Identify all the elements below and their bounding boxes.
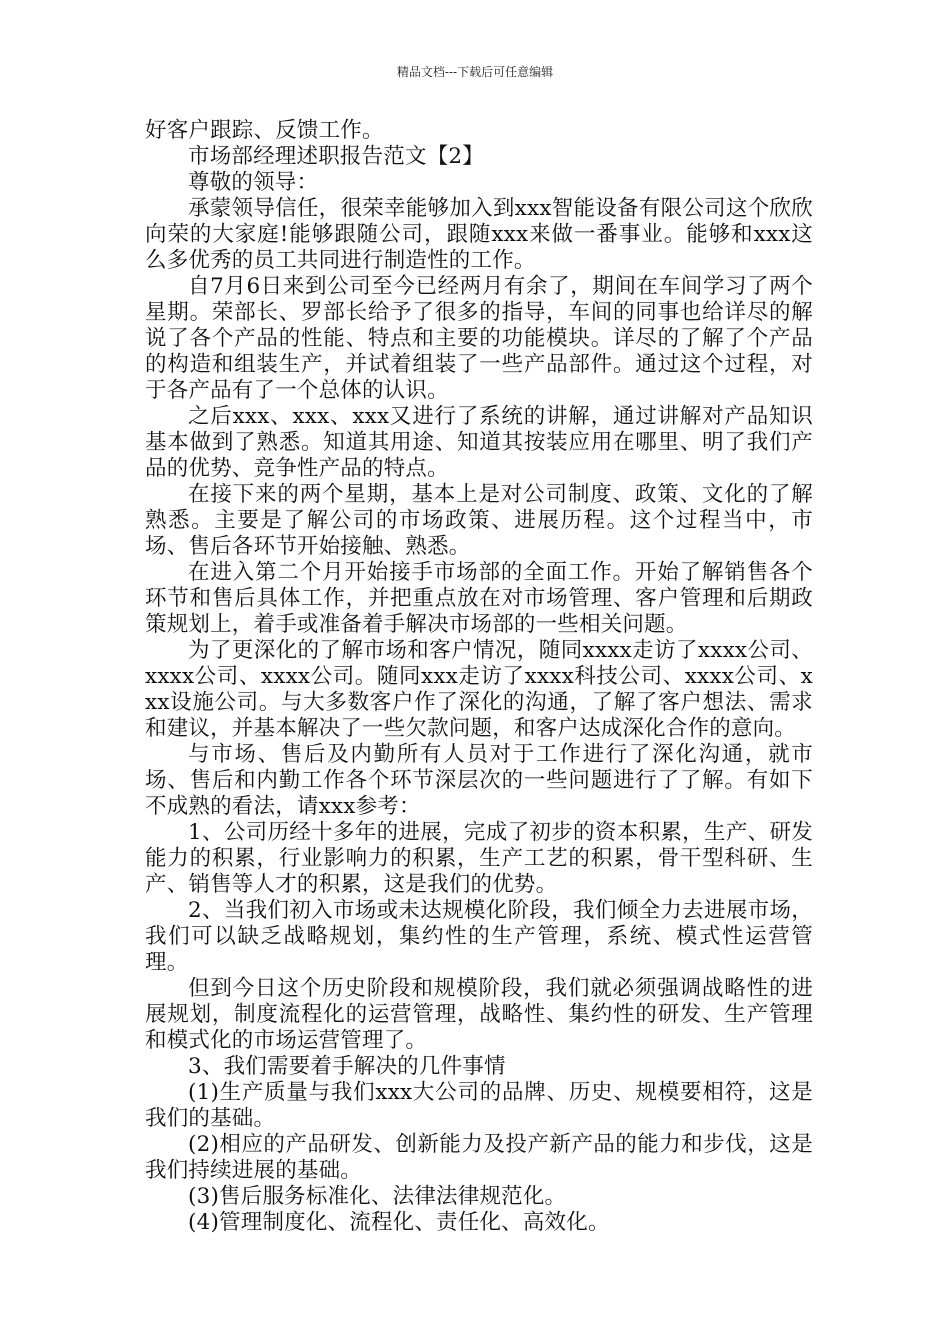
paragraph: 为了更深化的了解市场和客户情况，随同xxxx走访了xxxx公司、xxxx公司、xxxx公司。随同xxx走访了xxxx科技公司、xxxx公司、xxx设施公司。与大多数客户作了深化的沟通，了解了客户想法、需求和建议，并基本解决了一些欠款问题，和客户达成深化合作的意向。 [145,638,813,741]
paragraph: 好客户跟踪、反馈工作。 [145,118,384,143]
paragraph: 在接下来的两个星期，基本上是对公司制度、政策、文化的了解熟悉。主要是了解公司的市场政策、进展历程。这个过程当中，市场、售后各环节开始接触、熟悉。 [145,482,813,559]
section-title: 市场部经理述职报告范文【2】 [188,144,484,169]
paragraph: 承蒙领导信任，很荣幸能够加入到xxx智能设备有限公司这个欣欣向荣的大家庭!能够跟随公司，跟随xxx来做一番事业。能够和xxx这么多优秀的员工共同进行制造性的工作。 [145,196,813,273]
sub-list-item: (4)管理制度化、流程化、责任化、高效化。 [188,1210,610,1235]
list-item: 1、公司历经十多年的进展，完成了初步的资本积累，生产、研发能力的积累，行业影响力的积累，生产工艺的积累，骨干型科研、生产、销售等人才的积累，这是我们的优势。 [145,820,813,897]
paragraph: 但到今日这个历史阶段和规模阶段，我们就必须强调战略性的进展规划，制度流程化的运营管理，战略性、集约性的研发、生产管理和模式化的市场运营管理了。 [145,976,813,1053]
sub-list-item: (2)相应的产品研发、创新能力及投产新产品的能力和步伐，这是我们持续进展的基础。 [145,1132,813,1183]
salutation: 尊敬的领导： [188,170,319,195]
document-body [145,118,813,1236]
paragraph: 自7月6日来到公司至今已经两月有余了，期间在车间学习了两个星期。荣部长、罗部长给予了很多的指导，车间的同事也给详尽的解说了各个产品的性能、特点和主要的功能模块。详尽的了解了个产品的构造和组装生产，并试着组装了一些产品部件。通过这个过程，对于各产品有了一个总体的认识。 [145,274,813,403]
paragraph: 在进入第二个月开始接手市场部的全面工作。开始了解销售各个环节和售后具体工作，并把重点放在对市场管理、客户管理和后期政策规划上，着手或准备着手解决市场部的一些相关问题。 [145,560,813,637]
list-item: 3、我们需要着手解决的几件事情 [188,1054,506,1079]
page-header: 精品文档---下载后可任意编辑 [396,65,554,79]
paragraph: 与市场、售后及内勤所有人员对于工作进行了深化沟通，就市场、售后和内勤工作各个环节深层次的一些问题进行了了解。有如下不成熟的看法，请xxx参考： [145,742,813,819]
paragraph: 之后xxx、xxx、xxx又进行了系统的讲解，通过讲解对产品知识基本做到了熟悉。知道其用途、知道其按装应用在哪里、明了我们产品的优势、竞争性产品的特点。 [145,404,813,481]
list-item: 2、当我们初入市场或未达规模化阶段，我们倾全力去进展市场，我们可以缺乏战略规划，集约性的生产管理，系统、模式性运营管理。 [145,898,813,975]
sub-list-item: (1)生产质量与我们xxx大公司的品牌、历史、规模要相符，这是我们的基础。 [145,1080,813,1131]
sub-list-item: (3)售后服务标准化、法律法律规范化。 [188,1184,567,1209]
